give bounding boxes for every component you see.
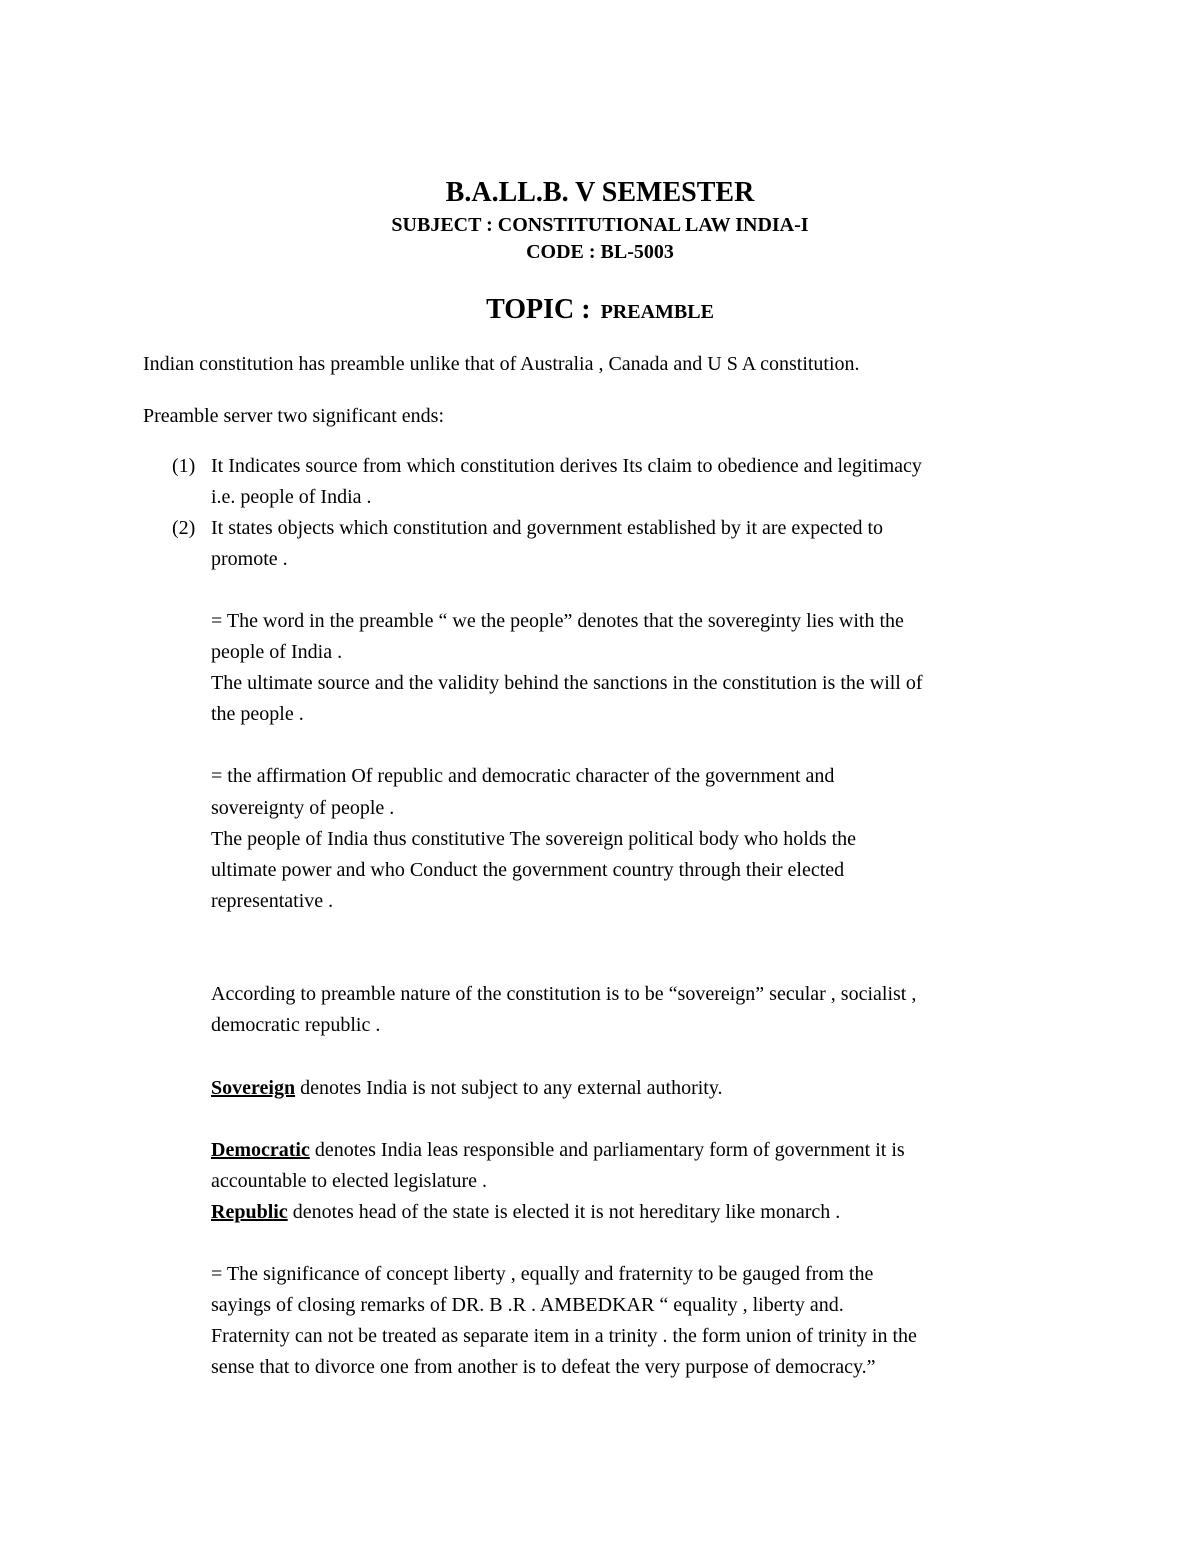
republic-text: denotes head of the state is elected it is not hereditary like monarch . xyxy=(287,1201,841,1223)
end-1-line-2: i.e. people of India . xyxy=(211,486,372,508)
end-number-2: (2) xyxy=(172,517,196,539)
ends-intro-line: Preamble server two significant ends: xyxy=(143,405,445,427)
significance-line-3: Fraternity can not be treated as separate item in a trinity . the form union of trinity in the xyxy=(211,1325,917,1347)
democratic-definition xyxy=(211,1138,905,1162)
republic-definition xyxy=(211,1200,840,1224)
topic-value: PREAMBLE xyxy=(600,301,714,323)
democratic-term: Democratic xyxy=(211,1139,310,1161)
end-2-line-2: promote . xyxy=(211,548,288,570)
code-line: CODE : BL-5003 xyxy=(526,241,674,263)
end-number-1: (1) xyxy=(172,455,196,477)
we-people-line-4: the people . xyxy=(211,703,304,725)
sovereign-definition xyxy=(211,1076,723,1100)
end-2-line-1: It states objects which constitution and government established by it are expected to xyxy=(211,517,884,539)
topic-label: TOPIC : xyxy=(486,294,591,325)
intro-line: Indian constitution has preamble unlike that of Australia , Canada and U S A constitution. xyxy=(143,353,860,375)
we-people-line-2: people of India . xyxy=(211,641,343,663)
affirmation-line-5: representative . xyxy=(211,890,334,912)
sovereign-text: denotes India is not subject to any external authority. xyxy=(295,1077,723,1099)
republic-term: Republic xyxy=(211,1201,288,1223)
topic-heading xyxy=(0,294,1200,330)
end-1-line-1: It Indicates source from which constitution derives Its claim to obedience and legitimacy xyxy=(211,455,922,477)
affirmation-line-4: ultimate power and who Conduct the government country through their elected xyxy=(211,859,845,881)
we-people-line-3: The ultimate source and the validity behind the sanctions in the constitution is the will of xyxy=(211,672,923,694)
affirmation-line-2: sovereignty of people . xyxy=(211,797,395,819)
affirmation-line-3: The people of India thus constitutive The sovereign political body who holds the xyxy=(211,828,857,850)
democratic-text: denotes India leas responsible and parliamentary form of government it is xyxy=(309,1139,905,1161)
nature-line-2: democratic republic . xyxy=(211,1014,381,1036)
we-people-line-1: = The word in the preamble “ we the people” denotes that the sovereginty lies with the xyxy=(211,610,904,632)
sovereign-term: Sovereign xyxy=(211,1077,296,1099)
significance-line-2: sayings of closing remarks of DR. B .R . AMBEDKAR “ equality , liberty and. xyxy=(211,1294,844,1316)
course-title: B.A.LL.B. V SEMESTER xyxy=(445,177,755,208)
nature-line-1: According to preamble nature of the constitution is to be “sovereign” secular , socialist , xyxy=(211,983,917,1005)
significance-line-1: = The significance of concept liberty , equally and fraternity to be gauged from the xyxy=(211,1263,874,1285)
democratic-definition-line-2: accountable to elected legislature . xyxy=(211,1170,487,1192)
subject-line: SUBJECT : CONSTITUTIONAL LAW INDIA-I xyxy=(391,214,809,236)
significance-line-4: sense that to divorce one from another is to defeat the very purpose of democracy.” xyxy=(211,1356,876,1378)
affirmation-line-1: = the affirmation Of republic and democratic character of the government and xyxy=(211,765,835,787)
